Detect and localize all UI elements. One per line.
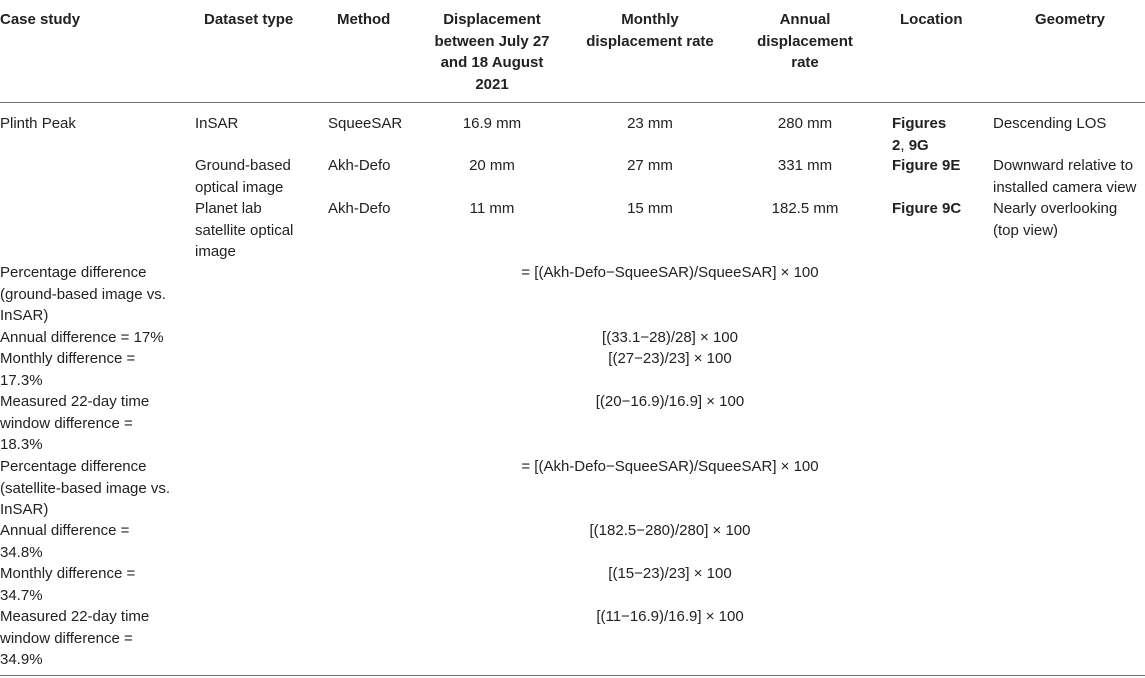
row1-displacement: 16.9 mm xyxy=(462,115,522,132)
formula-row8-label: Measured 22-day time window difference = 34.9% xyxy=(0,608,150,668)
header-divider xyxy=(0,102,1145,103)
row3-displacement: 11 mm xyxy=(469,200,515,217)
row1-location xyxy=(892,113,982,156)
formula-row2-formula: [(33.1−28)/28] × 100 xyxy=(602,329,738,346)
formula-row7-label: Monthly difference = 34.7% xyxy=(0,565,136,604)
row3-monthly: 15 mm xyxy=(627,200,673,217)
row1-dataset: InSAR xyxy=(195,115,239,132)
formula-row3-label: Monthly difference = 17.3% xyxy=(0,350,136,389)
header-geometry: Geometry xyxy=(1034,11,1106,28)
row1-geometry: Descending LOS xyxy=(993,115,1107,132)
row2-location: Figure 9E xyxy=(892,157,961,174)
row1-location-line1: Figures xyxy=(892,115,947,132)
header-displacement: Displacement between July 27 and 18 August 2021 xyxy=(434,11,550,93)
formula-row5-formula: = [(Akh-Defo−SqueeSAR)/SqueeSAR] × 100 xyxy=(521,458,819,475)
row1-location-fig-a: 2 xyxy=(892,136,901,154)
header-monthly-rate: Monthly displacement rate xyxy=(586,11,714,50)
formula-row1-label: Percentage difference (ground-based image vs. InSAR) xyxy=(0,264,166,324)
bottom-divider xyxy=(0,675,1145,676)
row3-annual: 182.5 mm xyxy=(771,200,839,217)
row1-annual: 280 mm xyxy=(777,115,833,132)
formula-row1-formula: = [(Akh-Defo−SqueeSAR)/SqueeSAR] × 100 xyxy=(521,264,819,281)
header-annual-rate: Annual displacement rate xyxy=(757,11,853,71)
formula-row5-label: Percentage difference (satellite-based image vs. InSAR) xyxy=(0,458,171,518)
row1-monthly: 23 mm xyxy=(627,115,673,132)
row3-method: Akh-Defo xyxy=(328,200,391,217)
row3-geometry: Nearly overlooking (top view) xyxy=(993,200,1118,239)
row1-location-fig-b: 9G xyxy=(908,136,929,154)
row2-annual: 331 mm xyxy=(777,157,833,174)
header-dataset-type: Dataset type xyxy=(204,11,294,28)
formula-row4-label: Measured 22-day time window difference = 18.3% xyxy=(0,393,150,453)
row1-location-sep: , xyxy=(900,136,909,154)
formula-row7-formula: [(15−23)/23] × 100 xyxy=(608,565,732,582)
formula-row8-formula: [(11−16.9)/16.9] × 100 xyxy=(596,608,744,625)
formula-row4-formula: [(20−16.9)/16.9] × 100 xyxy=(595,393,745,410)
formula-row6-formula: [(182.5−280)/280] × 100 xyxy=(589,522,751,539)
row2-displacement: 20 mm xyxy=(469,157,515,174)
formula-row3-formula: [(27−23)/23] × 100 xyxy=(608,350,732,367)
formula-row2-label: Annual difference = 17% xyxy=(0,329,164,346)
row2-dataset: Ground-based optical image xyxy=(195,157,291,196)
formula-row6-label: Annual difference = 34.8% xyxy=(0,522,130,561)
header-case-study: Case study xyxy=(0,11,81,28)
row3-location: Figure 9C xyxy=(892,200,962,217)
row2-monthly: 27 mm xyxy=(627,157,673,174)
row3-dataset: Planet lab satellite optical image xyxy=(195,200,294,260)
row1-case: Plinth Peak xyxy=(0,115,76,132)
row2-method: Akh-Defo xyxy=(328,157,391,174)
row1-method: SqueeSAR xyxy=(328,115,403,132)
row2-geometry: Downward relative to installed camera view xyxy=(993,157,1137,196)
header-location: Location xyxy=(900,11,963,28)
header-method: Method xyxy=(337,11,391,28)
